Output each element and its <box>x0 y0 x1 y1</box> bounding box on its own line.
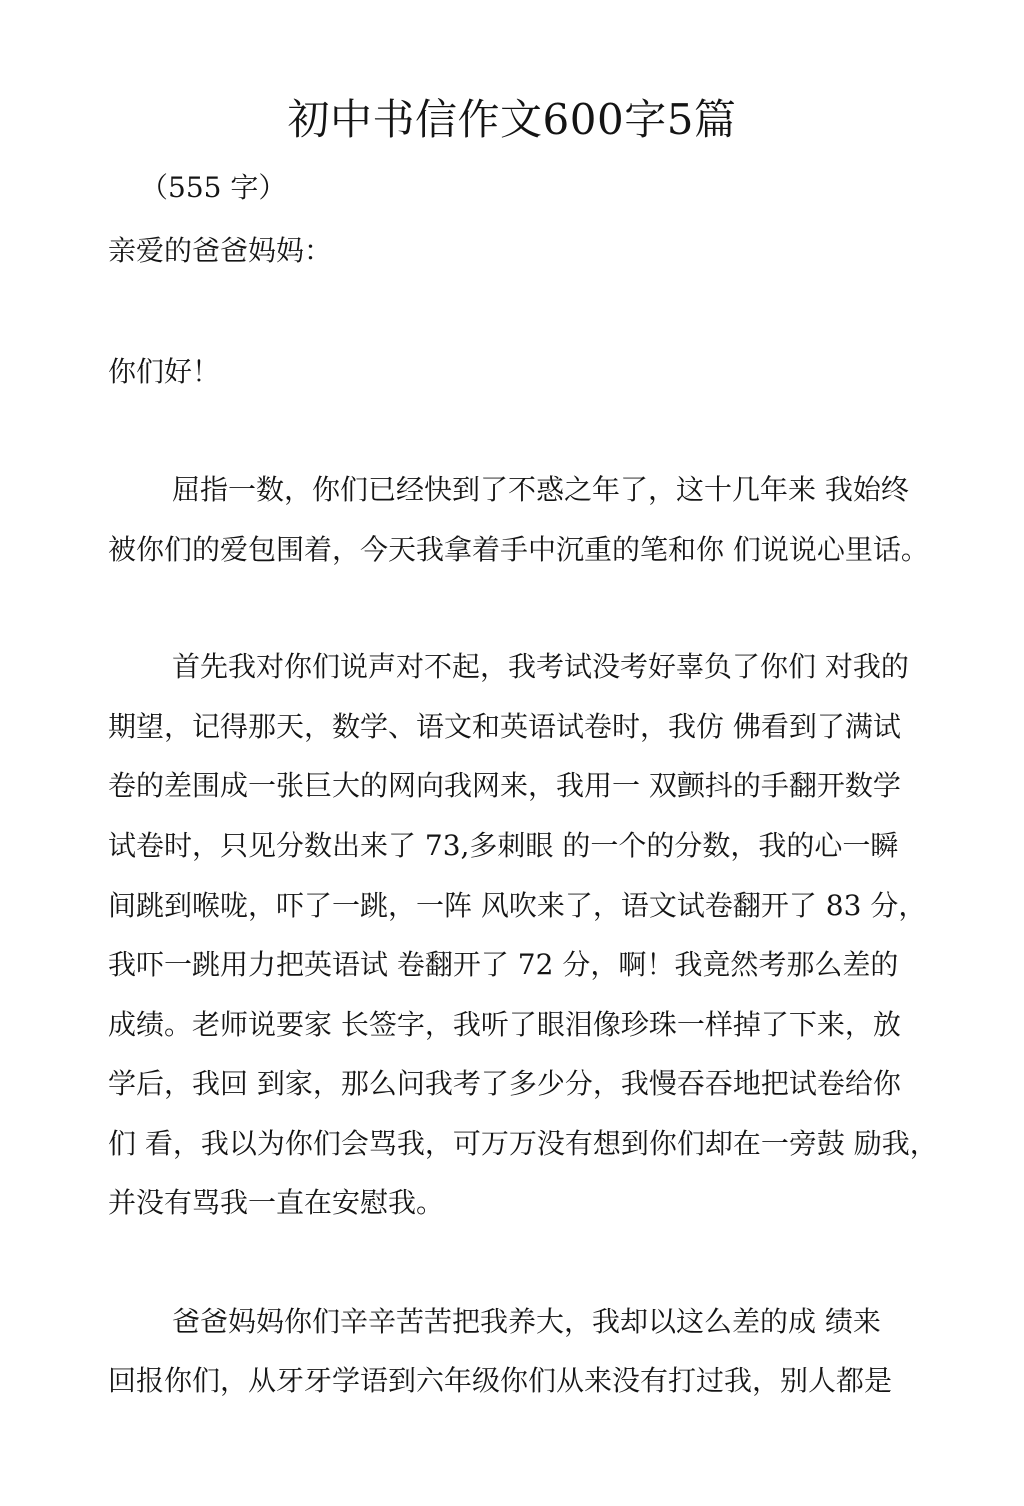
paragraph-2-line-3: 卷的差围成一张巨大的网向我网来，我用一 双颤抖的手翻开数学 <box>108 769 901 802</box>
paragraph-2-line-4: 试卷时，只见分数出来了 73,多刺眼 的一个的分数，我的心一瞬 <box>108 829 899 862</box>
paragraph-2-line-2: 期望，记得那天，数学、语文和英语试卷时，我仿 佛看到了满试 <box>108 710 901 743</box>
paragraph-1-line-2: 被你们的爱包围着，今天我拿着手中沉重的笔和你 们说说心里话。 <box>108 533 929 566</box>
paragraph-3-line-1: 爸爸妈妈你们辛辛苦苦把我养大，我却以这么差的成 绩来 <box>172 1305 881 1338</box>
paragraph-1-line-1: 屈指一数，你们已经快到了不惑之年了，这十几年来 我始终 <box>172 473 909 506</box>
paragraph-2-line-10: 并没有骂我一直在安慰我。 <box>108 1186 445 1219</box>
word-count: （555 字） <box>140 171 287 204</box>
paragraph-2-line-6: 我吓一跳用力把英语试 卷翻开了 72 分，啊！我竟然考那么差的 <box>108 948 899 981</box>
paragraph-2-line-1: 首先我对你们说声对不起，我考试没考好辜负了你们 对我的 <box>172 650 909 683</box>
greeting: 你们好！ <box>108 355 221 388</box>
paragraph-3-line-2: 回报你们，从牙牙学语到六年级你们从来没有打过我，别人都是 <box>108 1364 893 1397</box>
paragraph-2-line-7: 成绩。老师说要家 长签字，我听了眼泪像珍珠一样掉了下来，放 <box>108 1008 901 1041</box>
salutation: 亲爱的爸爸妈妈： <box>108 234 333 267</box>
paragraph-2-line-8: 学后，我回 到家，那么问我考了多少分，我慢吞吞地把试卷给你 <box>108 1067 901 1100</box>
document-title: 初中书信作文600字5篇 <box>287 95 737 144</box>
paragraph-2-line-5: 间跳到喉咙，吓了一跳，一阵 风吹来了，语文试卷翻开了 83 分， <box>108 889 927 922</box>
paragraph-2-line-9: 们 看，我以为你们会骂我，可万万没有想到你们却在一旁鼓 励我， <box>108 1127 938 1160</box>
